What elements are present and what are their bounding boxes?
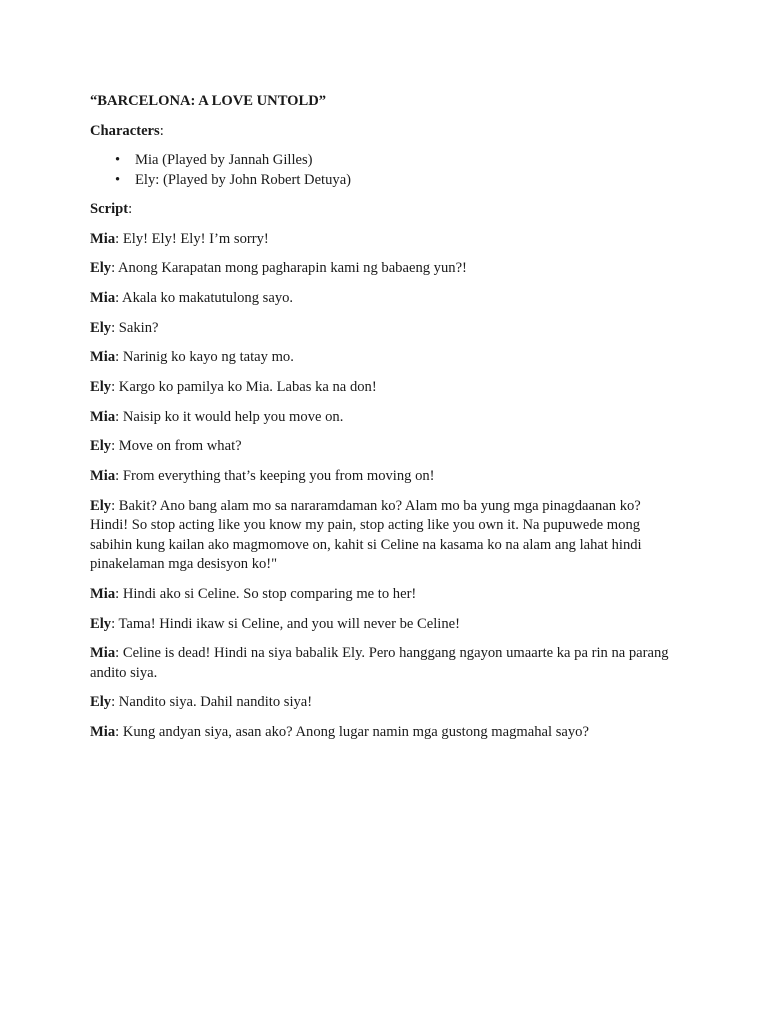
speaker-name: Mia [90, 349, 116, 366]
dialogue-line [90, 615, 670, 635]
speaker-name: Mia [90, 408, 116, 425]
dialogue-line [90, 378, 670, 398]
script-heading-label: Script [90, 201, 129, 217]
dialogue-text: : Move on from what? [111, 438, 242, 455]
dialogue-line [90, 289, 670, 309]
script-heading-colon: : [128, 201, 133, 217]
characters-heading-label: Characters [90, 122, 160, 139]
dialogue-text: : From everything that’s keeping you from moving on! [115, 468, 435, 484]
speaker-name: Ely [90, 438, 112, 455]
speaker-name: Mia [90, 585, 116, 602]
dialogue-text: : Akala ko makatutulong sayo. [115, 289, 294, 306]
dialogue-line [90, 348, 670, 368]
bullet-icon: • [115, 171, 121, 188]
dialogue-line [90, 723, 670, 743]
dialogue-text: : Celine is dead! Hindi na siya babalik Ely. Pero hanggang ngayon umaarte ka pa rin na parang andito siya. [90, 645, 669, 681]
dialogue-text: : Kargo ko pamilya ko Mia. Labas ka na don! [111, 378, 377, 395]
speaker-name: Mia [90, 289, 116, 306]
dialogue-text: : Nandito siya. Dahil nandito siya! [111, 694, 313, 711]
character-item [115, 171, 670, 191]
speaker-name: Ely [90, 319, 112, 336]
dialogue-text: : Bakit? Ano bang alam mo sa nararamdaman ko? Alam mo ba yung mga pinagdaanan ko? Hindi! So stop acting like you know my pain, stop acting like you own it. Na pupuwede mong sabihin kung kailan ako magmomove on, kahit si Celine na kasama ko na alam ang lahat hindi pinakelaman mga desisyon ko!" [90, 497, 642, 573]
speaker-name: Mia [90, 724, 116, 741]
dialogue-line [90, 467, 670, 487]
dialogue-line [90, 408, 670, 428]
characters-list [90, 151, 670, 190]
dialogue-text: : Kung andyan siya, asan ako? Anong lugar namin mga gustong magmahal sayo? [115, 724, 589, 741]
speaker-name: Ely [90, 615, 112, 632]
script-lines [90, 230, 670, 743]
document-title: “BARCELONA: A LOVE UNTOLD” [90, 93, 327, 109]
dialogue-line [90, 437, 670, 457]
dialogue-text: : Anong Karapatan mong pagharapin kami ng babaeng yun?! [111, 260, 467, 277]
script-heading [90, 200, 670, 220]
dialogue-line [90, 693, 670, 713]
speaker-name: Mia [90, 645, 116, 662]
characters-heading [90, 122, 670, 142]
dialogue-text: : Ely! Ely! Ely! I’m sorry! [115, 230, 269, 247]
dialogue-text: : Hindi ako si Celine. So stop comparing me to her! [115, 585, 417, 602]
speaker-name: Ely [90, 378, 112, 395]
dialogue-text: : Narinig ko kayo ng tatay mo. [115, 349, 294, 366]
dialogue-line [90, 259, 670, 279]
dialogue-line [90, 497, 670, 575]
dialogue-text: : Tama! Hindi ikaw si Celine, and you will never be Celine! [111, 615, 460, 632]
speaker-name: Ely [90, 694, 112, 711]
dialogue-line [90, 319, 670, 339]
dialogue-text: : Sakin? [111, 319, 159, 336]
bullet-icon: • [115, 152, 121, 168]
document-page [90, 92, 670, 753]
character-item [115, 151, 670, 171]
character-label: Mia (Played by Jannah Gilles) [135, 152, 313, 168]
dialogue-text: : Naisip ko it would help you move on. [115, 408, 344, 425]
dialogue-line [90, 585, 670, 605]
dialogue-line [90, 644, 670, 683]
characters-heading-colon: : [159, 122, 164, 139]
speaker-name: Mia [90, 468, 116, 484]
speaker-name: Ely [90, 497, 112, 514]
speaker-name: Ely [90, 260, 112, 277]
dialogue-line [90, 230, 670, 250]
character-label: Ely: (Played by John Robert Detuya) [135, 171, 352, 188]
speaker-name: Mia [90, 230, 116, 247]
